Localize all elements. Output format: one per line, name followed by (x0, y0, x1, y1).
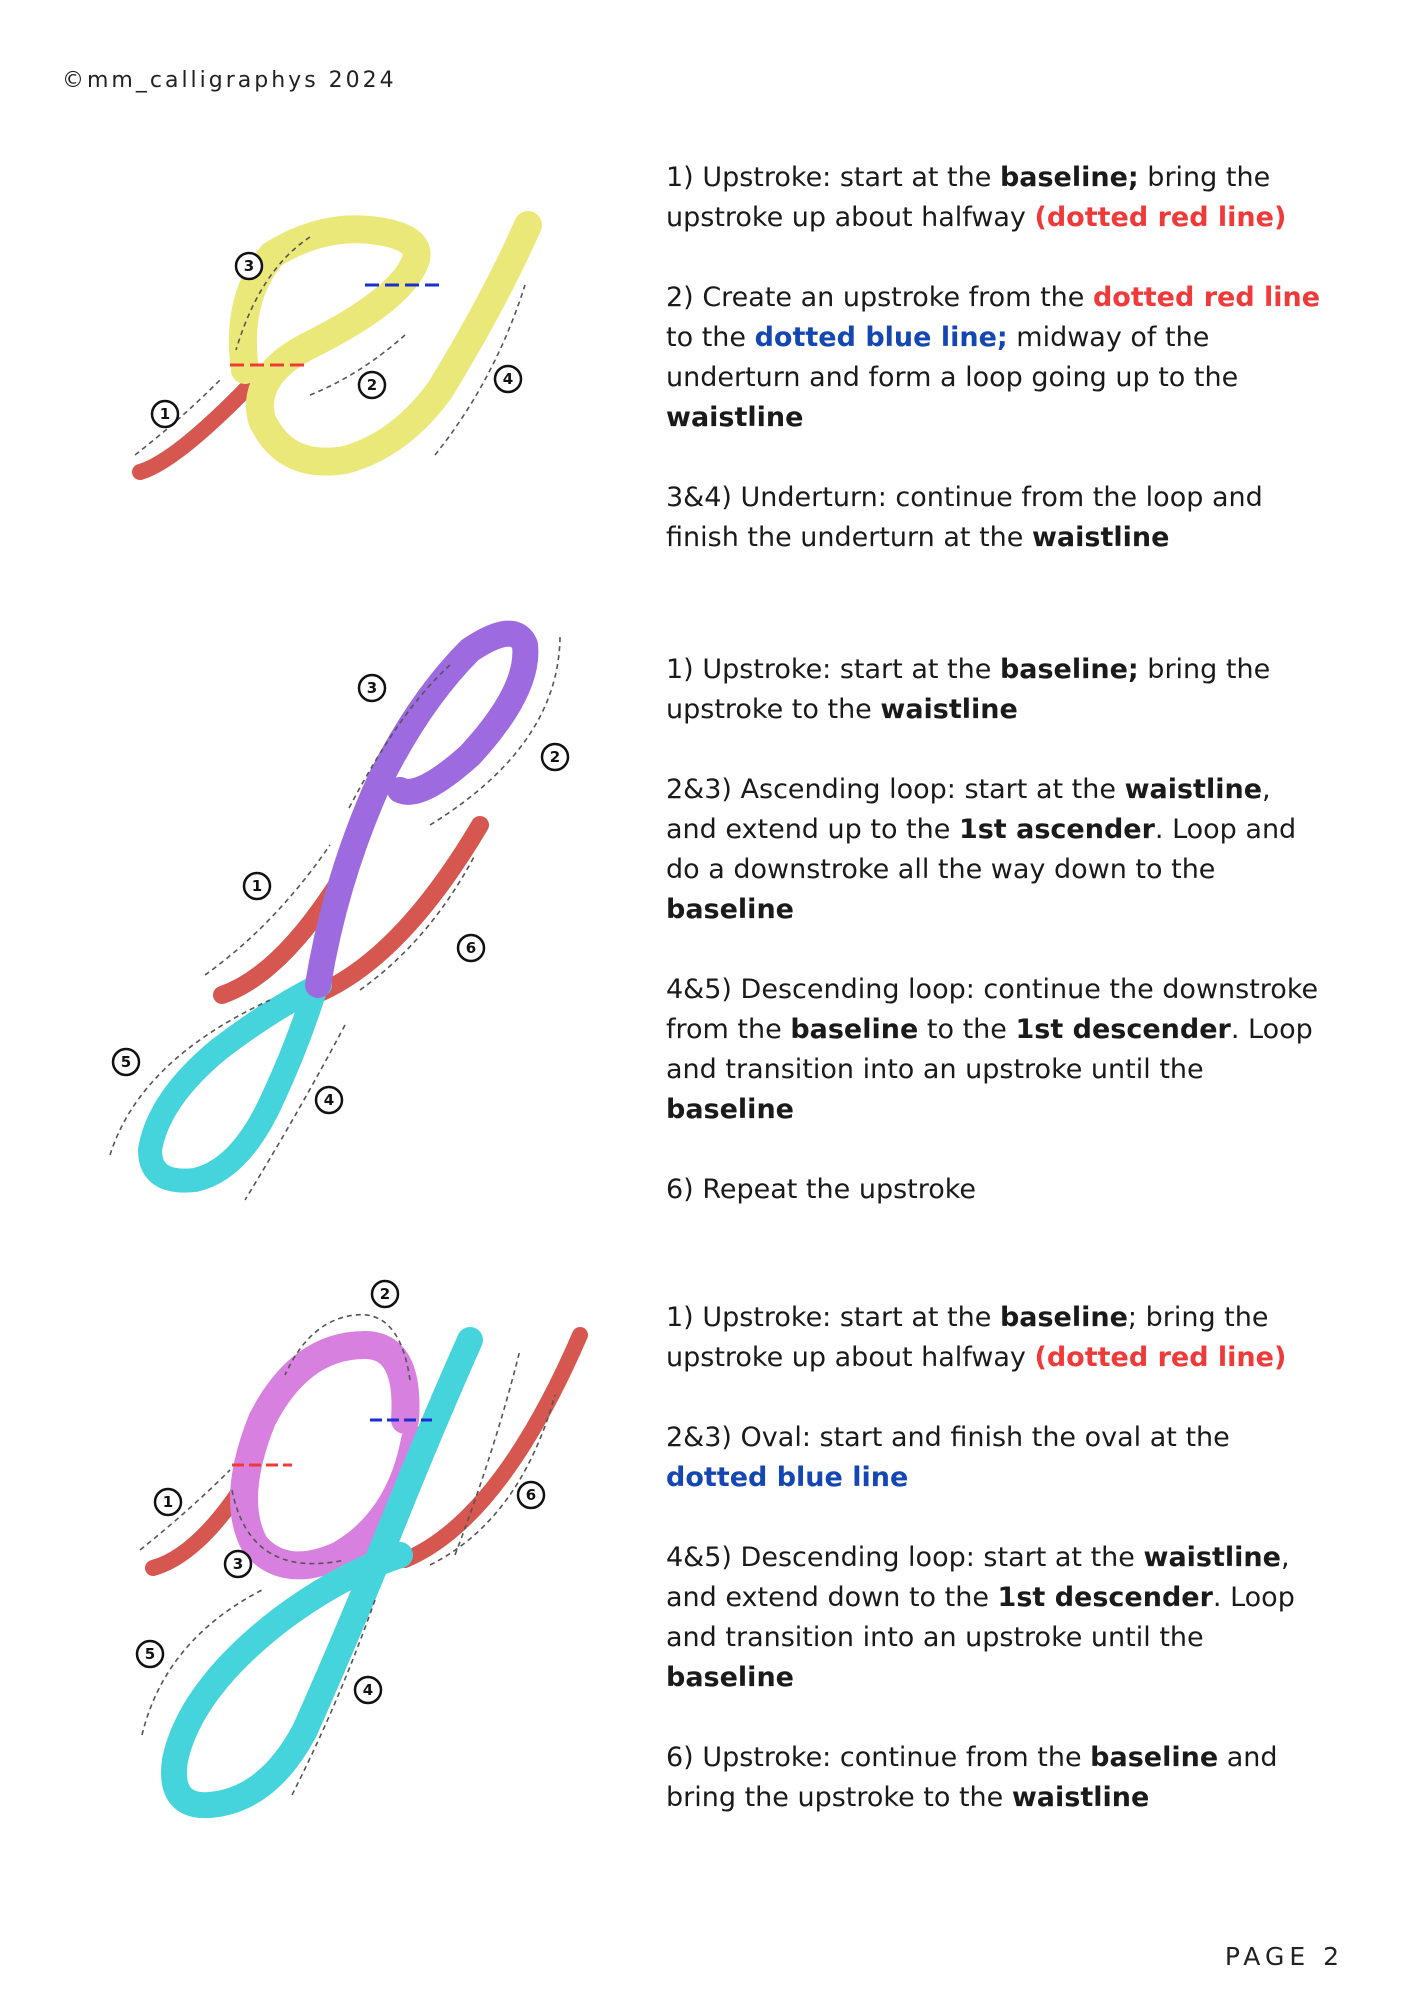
g-instructions (666, 1298, 1326, 1818)
e-step-2: 2) Create an upstroke from the dotted red line to the dotted blue line; midway of the underturn and form a loop going up to the waistline (666, 282, 1321, 433)
g-marker-6 (518, 1482, 544, 1508)
e-marker-3-label: 3 (243, 257, 255, 275)
g-marker-2 (372, 1281, 398, 1307)
letter-g-diagram (0, 0, 660, 1900)
g-step-3: 4&5) Descending loop: start at the waistline, and extend down to the 1st descender. Loop and transition into an upstroke until the baseline (666, 1542, 1295, 1693)
f-marker-1-label: 1 (251, 877, 263, 895)
g-marker-1 (155, 1489, 181, 1515)
g-marker-5-label: 5 (144, 1645, 156, 1663)
f-step-1: 1) Upstroke: start at the baseline; bring the upstroke to the waistline (666, 654, 1271, 725)
f-marker-5-label: 5 (120, 1053, 132, 1071)
g-marker-3 (225, 1551, 251, 1577)
f-step-3: 4&5) Descending loop: continue the downstroke from the baseline to the 1st descender. Loop and transition into an upstroke until the baseline (666, 974, 1319, 1125)
f-step-4: 6) Repeat the upstroke (666, 1174, 977, 1205)
e-marker-1-label: 1 (159, 405, 171, 423)
e-step-1: 1) Upstroke: start at the baseline; bring the upstroke up about halfway (dotted red line) (666, 162, 1287, 233)
copyright-text: ©mm_calligraphys 2024 (62, 68, 397, 93)
g-marker-4-label: 4 (362, 1681, 374, 1699)
e-step-3: 3&4) Underturn: continue from the loop and finish the underturn at the waistline (666, 482, 1263, 553)
e-marker-2-label: 2 (366, 376, 378, 394)
f-marker-3-label: 3 (366, 679, 378, 697)
g-marker-5 (137, 1641, 163, 1667)
g-marker-3-label: 3 (232, 1555, 244, 1573)
g-marker-1-label: 1 (162, 1493, 174, 1511)
page-number: PAGE 2 (1224, 1942, 1344, 1971)
g-step-1: 1) Upstroke: start at the baseline; bring the upstroke up about halfway (dotted red line) (666, 1302, 1287, 1373)
f-marker-6-label: 6 (465, 939, 477, 957)
g-step-2: 2&3) Oval: start and finish the oval at the dotted blue line (666, 1422, 1230, 1493)
g-step-4: 6) Upstroke: continue from the baseline and bring the upstroke to the waistline (666, 1742, 1278, 1813)
g-marker-4 (355, 1677, 381, 1703)
f-step-2: 2&3) Ascending loop: start at the waistline, and extend up to the 1st ascender. Loop and do a downstroke all the way down to the baseline (666, 774, 1297, 925)
f-marker-4-label: 4 (323, 1091, 335, 1109)
g-marker-2-label: 2 (379, 1285, 391, 1303)
g-marker-6-label: 6 (525, 1486, 537, 1504)
e-marker-4-label: 4 (502, 370, 514, 388)
f-marker-2-label: 2 (549, 748, 561, 766)
